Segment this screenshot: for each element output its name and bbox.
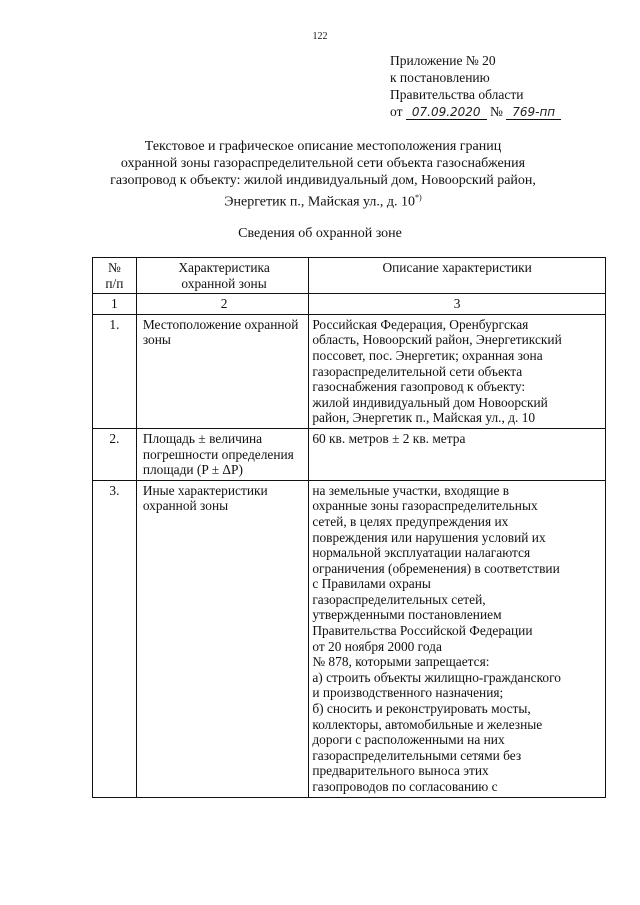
handwritten-number: 769-пп bbox=[506, 105, 561, 120]
row-description bbox=[309, 480, 606, 797]
description-line: повреждения или нарушения условий их bbox=[312, 529, 546, 545]
table-row bbox=[93, 428, 606, 480]
table-numbering-row bbox=[93, 294, 606, 315]
description-line: а) строить объекты жилищно-гражданского bbox=[312, 669, 561, 685]
description-line: газопроводов по согласованию с bbox=[312, 779, 498, 794]
protected-zone-table bbox=[92, 257, 606, 798]
handwritten-date: 07.09.2020 bbox=[406, 105, 487, 120]
row-number: 1. bbox=[93, 314, 137, 428]
description-line: и производственного назначения; bbox=[312, 685, 504, 701]
description-line: б) сносить и реконструировать мосты, bbox=[312, 701, 531, 717]
header-characteristic-line-2: охранной зоны bbox=[181, 275, 267, 291]
header-characteristic-cell bbox=[136, 258, 309, 294]
description-line: коллекторы, автомобильные и железные bbox=[312, 716, 543, 732]
header-characteristic-line-1: Характеристика bbox=[178, 260, 270, 275]
date-prefix: от bbox=[390, 104, 403, 119]
description-line: газораспределительной сети объекта bbox=[312, 363, 523, 379]
header-number-cell bbox=[93, 258, 137, 294]
description-line: газораспределительными сетями без bbox=[312, 747, 522, 763]
numbering-cell-1: 1 bbox=[93, 294, 137, 315]
description-line: дороги с расположенными на них bbox=[312, 732, 505, 748]
description-line: сетей, в целях предупреждения их bbox=[312, 513, 509, 529]
page-number: 122 bbox=[312, 31, 328, 42]
header-number-label: п/п bbox=[105, 275, 124, 291]
table-row bbox=[93, 314, 606, 428]
appendix-date-line bbox=[390, 103, 561, 120]
row-characteristic: Местоположение охранной зоны bbox=[136, 314, 309, 428]
appendix-line-3: Правительства области bbox=[390, 87, 524, 102]
row-characteristic: Иные характеристики охранной зоны bbox=[136, 480, 309, 797]
description-line: газоснабжения газопровод к объекту: bbox=[312, 379, 526, 395]
header-number-sign: № bbox=[108, 260, 121, 275]
description-line: № 878, которыми запрещается: bbox=[312, 654, 490, 670]
table-row bbox=[93, 480, 606, 797]
description-line: на земельные участки, входящие в bbox=[312, 482, 510, 498]
table-header-row bbox=[93, 258, 606, 294]
description-line: нормальной эксплуатации налагаются bbox=[312, 545, 531, 561]
number-prefix: № bbox=[489, 104, 503, 119]
header-description-cell: Описание характеристики bbox=[309, 258, 606, 294]
row-description bbox=[309, 314, 606, 428]
row-number: 2. bbox=[93, 428, 137, 480]
row-characteristic: Площадь ± величина погрешности определения площади (P ± ΔP) bbox=[136, 428, 309, 480]
description-line: область, Новоорский район, Энергетикский bbox=[312, 332, 562, 348]
title-line-2: охранной зоны газораспределительной сети объекта газоснабжения bbox=[120, 156, 526, 171]
description-line: от 20 ноября 2000 года bbox=[312, 638, 442, 654]
title-line-4-wrap bbox=[80, 189, 566, 211]
description-line: охранные зоны газораспределительных bbox=[312, 498, 538, 514]
footnote-mark: *) bbox=[415, 193, 422, 202]
appendix-line-2: к постановлению bbox=[390, 70, 490, 85]
section-subtitle: Сведения об охранной зоне bbox=[238, 226, 402, 241]
description-line: жилой индивидуальный дом Новоорский bbox=[312, 394, 548, 410]
numbering-cell-2: 2 bbox=[136, 294, 309, 315]
title-line-3: газопровод к объекту: жилой индивидуальный дом, Новоорский район, bbox=[110, 173, 536, 188]
appendix-block bbox=[390, 52, 561, 120]
description-line: с Правилами охраны bbox=[312, 576, 431, 592]
numbering-cell-3: 3 bbox=[309, 294, 606, 315]
description-line: район, Энергетик п., Майская ул., д. 10 bbox=[312, 410, 536, 426]
description-line: поссовет, пос. Энергетик; охранная зона bbox=[312, 347, 543, 363]
description-line: 60 кв. метров ± 2 кв. метра bbox=[312, 430, 466, 446]
title-line-1: Текстовое и графическое описание местоположения границ bbox=[144, 139, 502, 154]
row-number: 3. bbox=[93, 480, 137, 797]
description-line: предварительного выноса этих bbox=[312, 763, 489, 779]
document-title bbox=[80, 138, 566, 211]
description-line: Правительства Российской Федерации bbox=[312, 623, 533, 639]
description-line: утвержденными постановлением bbox=[312, 607, 502, 623]
row-description bbox=[309, 428, 606, 480]
description-line: газораспределительных сетей, bbox=[312, 591, 486, 607]
title-line-4: Энергетик п., Майская ул., д. 10 bbox=[224, 194, 416, 210]
appendix-line-1: Приложение № 20 bbox=[390, 53, 496, 68]
description-line: ограничения (обременения) в соответствии bbox=[312, 560, 560, 576]
description-line: Российская Федерация, Оренбургская bbox=[312, 316, 529, 332]
